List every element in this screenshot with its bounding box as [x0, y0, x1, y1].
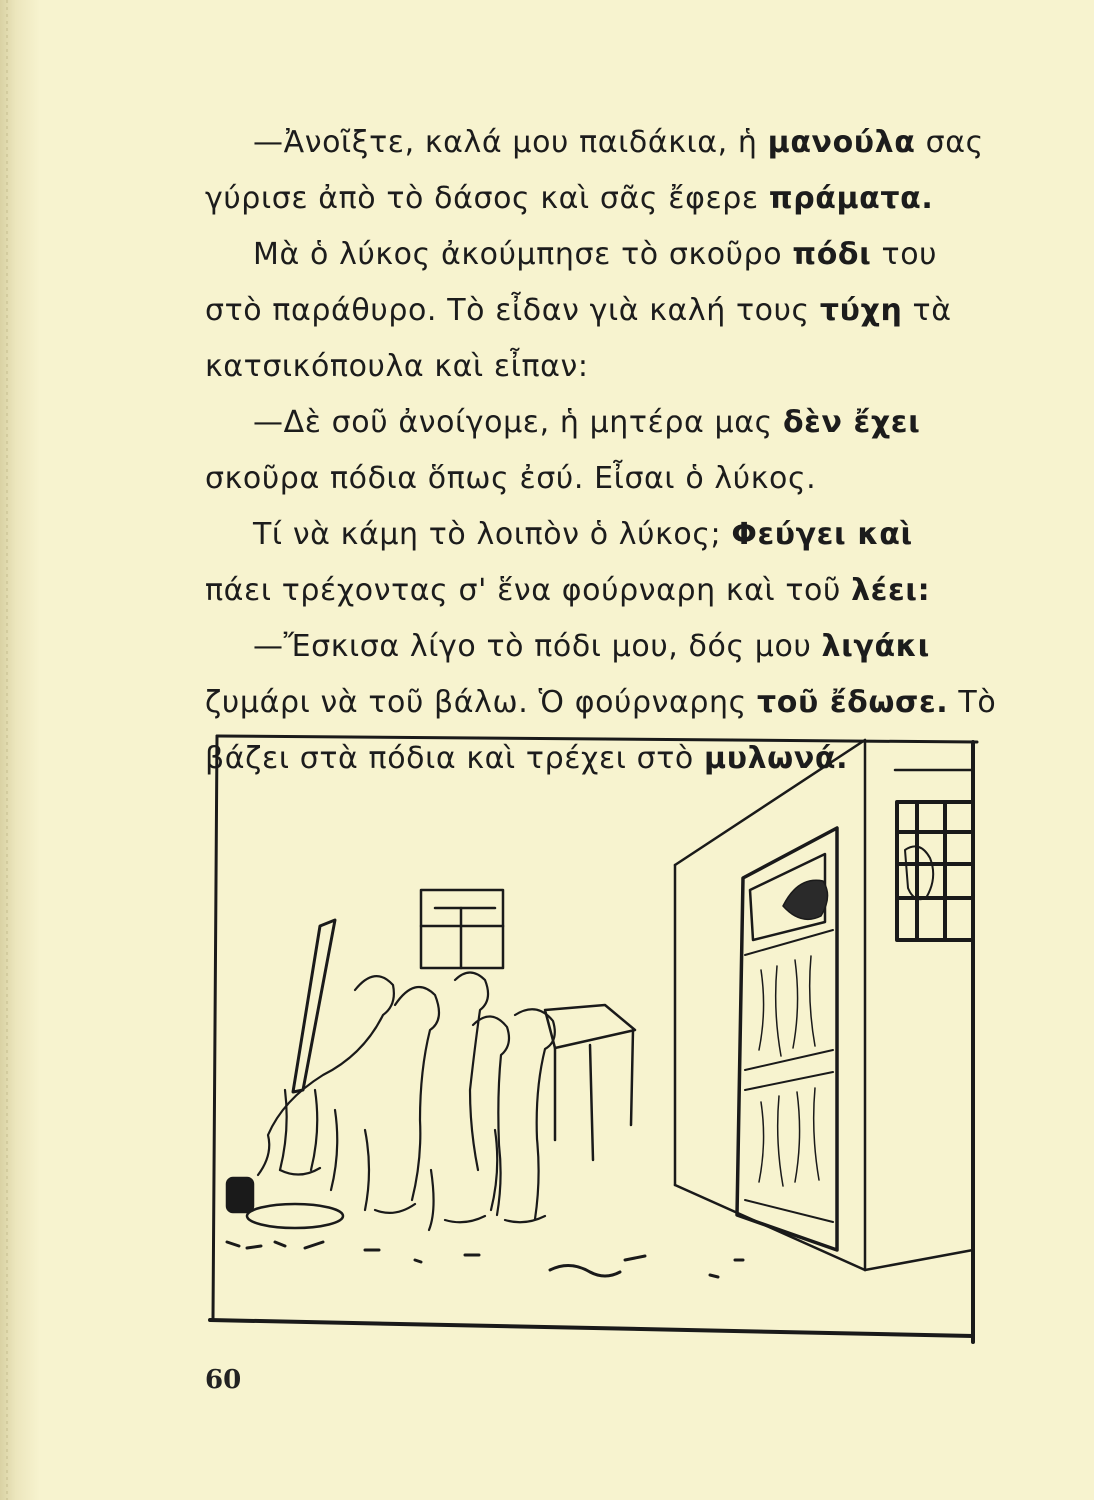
- text-segment: τὰ: [902, 293, 952, 328]
- floor-scraps: [227, 1242, 743, 1277]
- text-segment: Τί νὰ κάμη τὸ λοιπὸν ὁ λύκος;: [253, 517, 732, 552]
- text-segment: σκοῦρα πόδια ὅπως ἐσύ. Εἶσαι ὁ λύκος.: [205, 461, 817, 496]
- story-line: [205, 125, 1005, 184]
- jar-and-bowl: [227, 1178, 343, 1228]
- bold-text: λιγάκι: [821, 629, 930, 664]
- story-line: [205, 237, 1005, 296]
- text-segment: —Ἔσκισα λίγο τὸ πόδι μου, δός μου: [253, 629, 822, 664]
- story-line: [205, 181, 1005, 240]
- bold-text: πράματα.: [768, 181, 934, 216]
- table: [545, 1005, 635, 1160]
- text-segment: ζυμάρι νὰ τοῦ βάλω. Ὁ φούρναρης: [205, 685, 757, 720]
- bold-text: τύχη: [819, 293, 903, 328]
- page-number: 60: [205, 1365, 242, 1395]
- story-line: [205, 405, 1005, 464]
- text-segment: κατσικόπουλα καὶ εἶπαν:: [205, 349, 589, 384]
- room-walls: [675, 740, 973, 1270]
- bold-text: τοῦ ἔδωσε.: [756, 685, 949, 720]
- story-line: [205, 517, 1005, 576]
- story-line: [205, 629, 1005, 688]
- story-text: [205, 125, 1005, 800]
- goat-kids: [258, 973, 555, 1231]
- door-with-wolf-paw: [737, 828, 837, 1250]
- back-window: [421, 890, 503, 968]
- illustration-goats-and-wolf: [205, 730, 980, 1348]
- text-segment: πάει τρέχοντας σ' ἕνα φούρναρη καὶ τοῦ: [205, 573, 852, 608]
- text-segment: σας: [915, 125, 984, 160]
- story-line: [205, 349, 1005, 408]
- text-segment: —Δὲ σοῦ ἀνοίγομε, ἡ μητέρα μας: [253, 405, 783, 440]
- text-segment: Τὸ: [948, 685, 997, 720]
- story-line: [205, 293, 1005, 352]
- broom: [293, 920, 335, 1092]
- story-line: [205, 573, 1005, 632]
- barred-window: [897, 802, 973, 940]
- page-binding-edge: [0, 0, 40, 1500]
- text-segment: βάζει στὰ πόδια καὶ τρέχει στὸ: [205, 741, 705, 776]
- text-segment: στὸ παράθυρο. Τὸ εἶδαν γιὰ καλή τους: [205, 293, 820, 328]
- text-segment: —Ἀνοῖξτε, καλά μου παιδάκια, ἡ: [253, 125, 768, 160]
- bold-text: μανούλα: [767, 125, 916, 160]
- bold-text: πόδι: [792, 237, 872, 272]
- bold-text: Φεύγει καὶ: [731, 517, 913, 552]
- bold-text: μυλωνά.: [704, 741, 849, 776]
- text-segment: γύρισε ἀπὸ τὸ δάσος καὶ σᾶς ἔφερε: [205, 181, 769, 216]
- bold-text: λέει:: [851, 573, 931, 608]
- bold-text: δὲν ἔχει: [782, 405, 921, 440]
- story-line: [205, 461, 1005, 520]
- text-segment: Μὰ ὁ λύκος ἀκούμπησε τὸ σκοῦρο: [253, 237, 793, 272]
- text-segment: του: [871, 237, 938, 272]
